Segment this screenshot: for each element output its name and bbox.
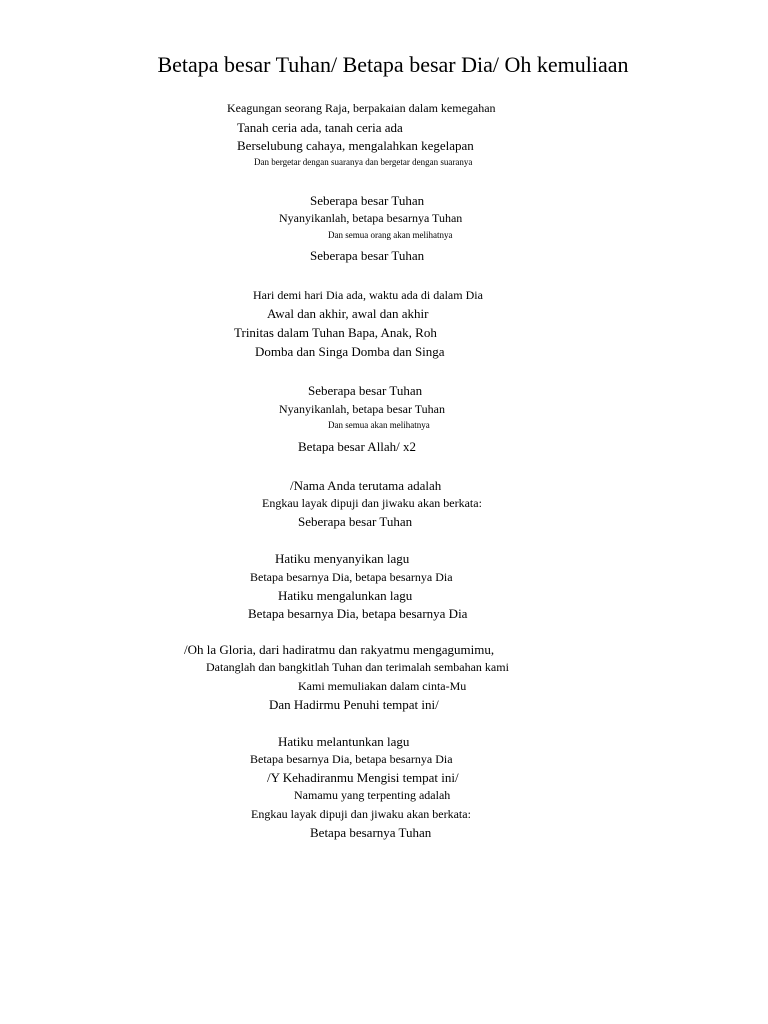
lyric-line: Dan semua orang akan melihatnya xyxy=(328,230,453,240)
lyric-line: Berselubung cahaya, mengalahkan kegelapan xyxy=(237,138,474,153)
lyric-line: Kami memuliakan dalam cinta-Mu xyxy=(298,679,467,693)
lyric-line: Datanglah dan bangkitlah Tuhan dan terimalah sembahan kami xyxy=(206,660,509,674)
lyric-line: Seberapa besar Tuhan xyxy=(308,383,423,398)
lyric-line: Hatiku menyanyikan lagu xyxy=(275,551,410,566)
lyric-line: Namamu yang terpenting adalah xyxy=(294,788,451,802)
lyric-line: Nyanyikanlah, betapa besar Tuhan xyxy=(279,402,445,416)
lyric-line: Engkau layak dipuji dan jiwaku akan berkata: xyxy=(262,496,482,510)
lyric-line: Betapa besarnya Dia, betapa besarnya Dia xyxy=(250,752,453,766)
lyric-line: /Nama Anda terutama adalah xyxy=(290,478,442,493)
lyric-line: Tanah ceria ada, tanah ceria ada xyxy=(237,120,403,135)
lyric-line: Trinitas dalam Tuhan Bapa, Anak, Roh xyxy=(234,325,437,340)
lyric-line: /Y Kehadiranmu Mengisi tempat ini/ xyxy=(267,770,459,785)
lyric-line: Awal dan akhir, awal dan akhir xyxy=(267,306,429,321)
page-title: Betapa besar Tuhan/ Betapa besar Dia/ Oh kemuliaan xyxy=(157,52,629,77)
lyric-line: Dan Hadirmu Penuhi tempat ini/ xyxy=(269,697,439,712)
lyric-line: Seberapa besar Tuhan xyxy=(310,193,425,208)
lyric-line: Hari demi hari Dia ada, waktu ada di dalam Dia xyxy=(253,288,483,302)
lyric-line: Betapa besarnya Dia, betapa besarnya Dia xyxy=(250,570,453,584)
lyric-line: /Oh la Gloria, dari hadiratmu dan rakyatmu mengagumimu, xyxy=(184,642,495,657)
lyric-line: Hatiku mengalunkan lagu xyxy=(278,588,413,603)
lyric-line: Seberapa besar Tuhan xyxy=(298,514,413,529)
lyric-line: Betapa besarnya Tuhan xyxy=(310,825,432,840)
lyric-line: Seberapa besar Tuhan xyxy=(310,248,425,263)
lyric-line: Betapa besar Allah/ x2 xyxy=(298,439,417,454)
lyric-line: Engkau layak dipuji dan jiwaku akan berkata: xyxy=(251,807,471,821)
lyric-line: Hatiku melantunkan lagu xyxy=(278,734,410,749)
lyric-line: Dan bergetar dengan suaranya dan bergetar dengan suaranya xyxy=(254,157,473,167)
lyric-line: Nyanyikanlah, betapa besarnya Tuhan xyxy=(279,211,463,225)
lyric-line: Betapa besarnya Dia, betapa besarnya Dia xyxy=(248,606,468,621)
lyric-line: Keagungan seorang Raja, berpakaian dalam kemegahan xyxy=(227,101,496,115)
lyric-line: Dan semua akan melihatnya xyxy=(328,420,430,430)
lyric-line: Domba dan Singa Domba dan Singa xyxy=(255,344,445,359)
